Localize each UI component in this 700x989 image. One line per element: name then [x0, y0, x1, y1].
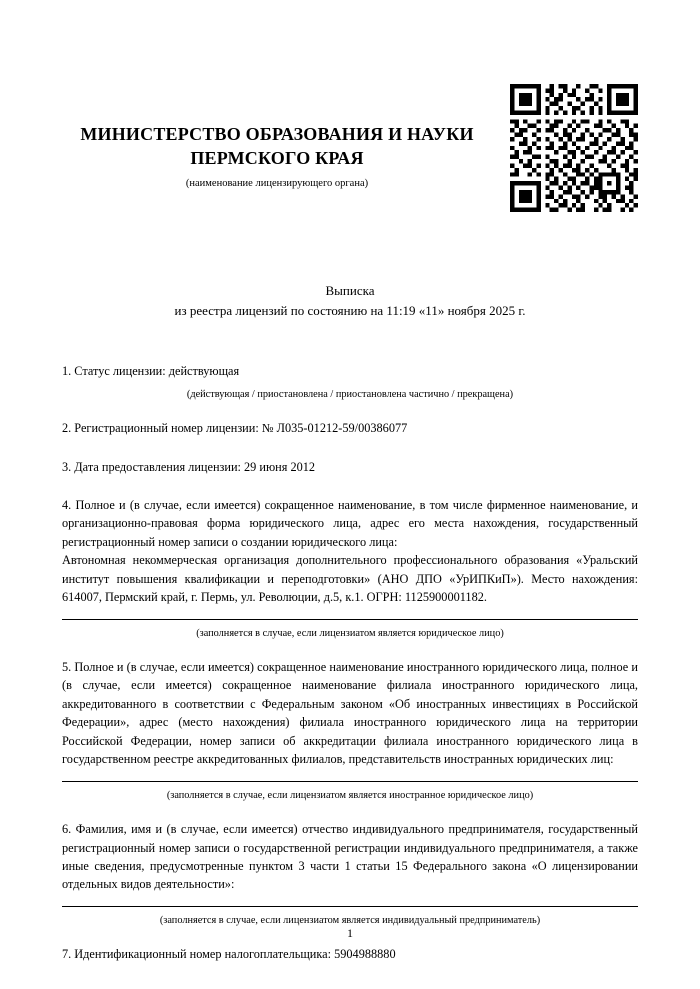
item-5-text: 5. Полное и (в случае, если имеется) сокращенное наименование иностранного юридического лица, полное и (в случае, если имеется) сокращенное наименование филиала иностранного юридического лица, аккредитованного в соответствии с Федеральным законом «Об иностранных инвестициях в Российской Федерации», адрес (место нахождения) филиала иностранного юридического лица на территории Российской Федерации, номер записи об аккредитации филиала иностранного юридического лица в государственном реестре аккредитованных филиалов, представительств иностранных юридических лиц:	[62, 660, 638, 767]
document-header	[62, 122, 492, 189]
item-license-status	[62, 362, 638, 402]
ministry-name-line1: МИНИСТЕРСТВО ОБРАЗОВАНИЯ И НАУКИ	[80, 124, 474, 144]
ministry-name-line2: ПЕРМСКОГО КРАЯ	[190, 148, 364, 169]
page-number: 1	[347, 926, 353, 940]
item-license-date	[62, 458, 638, 476]
item-1-note: (действующая / приостановлена / приостановлена частично / прекращена)	[186, 388, 514, 400]
item-foreign-entity-name	[62, 658, 638, 803]
item-4-note: (заполняется в случае, если лицензиатом является юридическое лицо)	[196, 627, 504, 639]
licensing-body-note: (наименование лицензирующего органа)	[185, 177, 369, 189]
item-7-text: 7. Идентификационный номер налогоплательщика: 5904988880	[62, 947, 396, 962]
item-3-text: 3. Дата предоставления лицензии: 29 июня 2012	[62, 459, 316, 474]
item-legal-entity-name	[62, 496, 638, 641]
item-1-text: 1. Статус лицензии: действующая	[62, 364, 240, 379]
item-6-text: 6. Фамилия, имя и (в случае, если имеется) отчество индивидуального предпринимателя, государственный регистрационный номер записи о государственной регистрации индивидуального предпринимателя, а также иные сведения, предусмотренные пунктом 3 части 1 статьи 15 Федерального закона «О лицензировании отдельных видов деятельности»:	[62, 822, 638, 892]
item-4-value: Автономная некоммерческая организация дополнительного профессионального образования «Уральский институт повышения квалификации и переподготовки» (АНО ДПО «УрИПКиП»). Место нахождения: 614007, Пермский край, г. Пермь, ул. Революции, д.5, к.1. ОГРН: 1125900001182.	[62, 553, 638, 605]
item-5-divider	[62, 781, 638, 782]
item-2-text: 2. Регистрационный номер лицензии: № Л035-01212-59/00386077	[62, 421, 408, 436]
item-5-note: (заполняется в случае, если лицензиатом является иностранное юридическое лицо)	[166, 789, 534, 801]
document-content	[62, 362, 638, 964]
item-6-divider	[62, 906, 638, 907]
item-registration-number	[62, 419, 638, 437]
document-title-block	[62, 281, 638, 323]
qr-code-icon	[510, 84, 638, 212]
item-4-text: 4. Полное и (в случае, если имеется) сокращенное наименование, в том числе фирменное наименование, и организационно-правовая форма юридического лица, адрес его места нахождения, государственный регистрационный номер записи о создании юридического лица:	[62, 497, 638, 549]
item-individual-entrepreneur	[62, 820, 638, 928]
item-6-note: (заполняется в случае, если лицензиатом является индивидуальный предприниматель)	[159, 914, 541, 926]
document-title: Выписка	[325, 282, 375, 298]
item-4-divider	[62, 619, 638, 620]
item-taxpayer-number	[62, 945, 638, 963]
document-subtitle: из реестра лицензий по состоянию на 11:19 «11» ноября 2025 г.	[174, 303, 526, 319]
